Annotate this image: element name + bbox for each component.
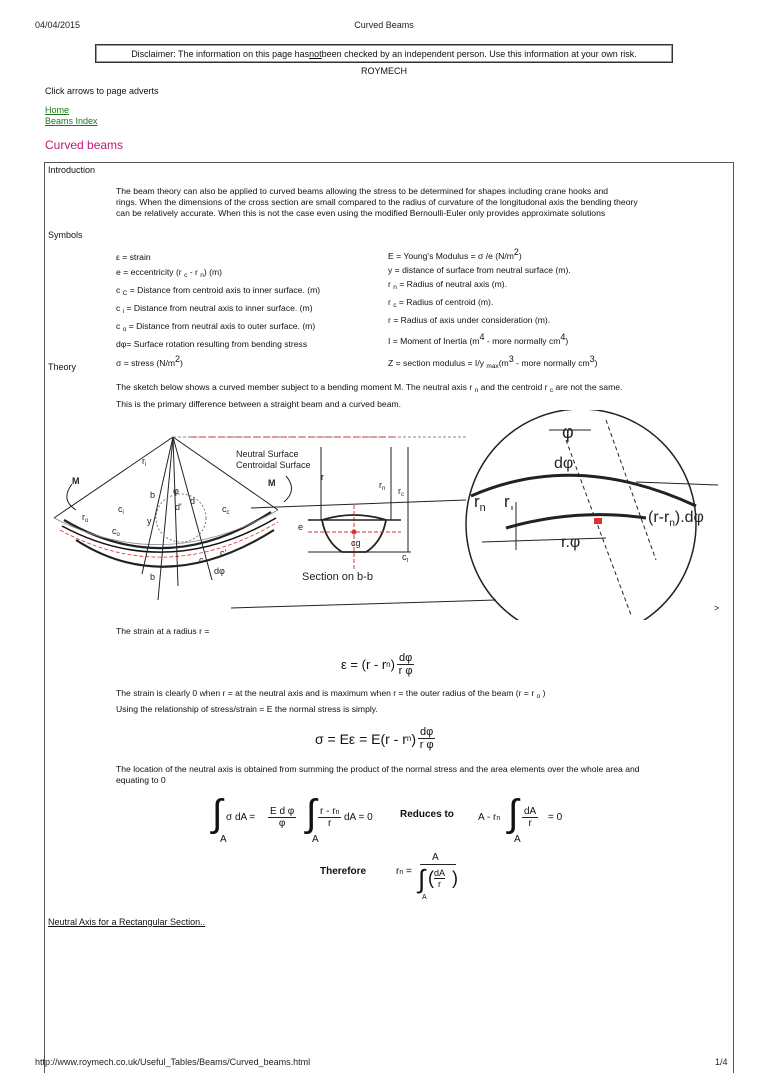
symbols-right — [388, 245, 728, 374]
neutral-location-text: The location of the neutral axis is obtained from summing the product of the normal stress and the area elements over the whole area and equating to 0 — [116, 764, 640, 785]
svg-text:c: c — [199, 555, 204, 565]
symbol-I: I = Moment of Inertia (m4 - more normally cm4) — [388, 332, 569, 346]
svg-text:rn: $r_n$ — [379, 480, 386, 492]
svg-text:(r-rn).dφ: $(r-r_n).d\varphi$ — [648, 509, 704, 529]
svg-text:rn: $r_n$ — [474, 492, 486, 514]
page-title: Curved beams — [45, 138, 124, 152]
strain-intro: The strain at a radius r = — [116, 626, 210, 636]
svg-text:b: b — [150, 572, 156, 582]
next-arrow[interactable]: > — [714, 603, 720, 613]
intro-line: can be relatively accurate. When this is not the case even using the modified Bernoulli-Euler only provides approximate solutions — [116, 208, 606, 218]
symbol-cc: c $_C$ = Distance from centroid axis to inner surface. (m) — [116, 285, 321, 297]
symbol-rc: r $_c$ = Radius of centroid (m). — [388, 297, 494, 309]
strain-zero-text: The strain is clearly 0 when r = at the neutral axis and is maximum when r = the outer radius of the beam (r = r $_o$ ) Using the relationship of stress/strain = E the normal stress is simply. — [116, 688, 546, 714]
disclaimer-text-b: been checked by an independent person. Use this information at your own risk. — [321, 48, 637, 59]
disclaimer-not: not — [309, 48, 322, 59]
symbol-stress: σ = stress (N/m2) — [116, 354, 183, 368]
section-introduction: Introduction — [48, 165, 96, 175]
svg-text:ri: $r_i$ — [142, 456, 147, 468]
label-neutral-surface: Neutral Surface — [236, 449, 299, 459]
svg-text:ci: $c_i$ — [118, 504, 124, 516]
svg-text:dφ: dφ — [214, 566, 225, 576]
symbol-Z: Z = section modulus = I/y $_{max}$(m3 - more normally cm3) — [388, 354, 598, 370]
curved-beam-diagram — [46, 410, 730, 620]
label-centroidal-surface: Centroidal Surface — [236, 460, 311, 470]
beam-inner-arc — [64, 512, 271, 548]
equation-stress: σ = Eε = E(r - r n ) dφ r φ — [315, 726, 434, 751]
moment-right-arrow — [284, 476, 292, 502]
svg-text:c': c' — [220, 548, 227, 558]
svg-text:d': d' — [175, 502, 182, 512]
adverts-text: Click arrows to page adverts — [45, 86, 159, 96]
theory-intro: The sketch below shows a curved member subject to a bending moment M. The neutral axis r $_n$ and the centroid r $_c$ are not the same. This is the primary difference between a straight beam and a curved beam. — [116, 382, 623, 409]
intro-line: rings. When the dimensions of the cross section are small compared to the radius of curvature of the longitudonal axis the bending theory — [116, 197, 638, 207]
svg-text:y: y — [147, 516, 152, 526]
print-date: 04/04/2015 — [35, 20, 81, 30]
svg-text:cc: $c_c$ — [222, 504, 230, 516]
svg-text:r: r — [504, 492, 510, 511]
svg-text:e: e — [298, 522, 304, 532]
svg-text:cg: cg — [351, 538, 361, 548]
svg-text:φ: φ — [173, 486, 179, 496]
symbol-ci: c $_i$ = Distance from neutral axis to inner surface. (m) — [116, 303, 313, 315]
label-section-bb: Section on b-b — [302, 571, 373, 583]
intro-paragraph — [116, 186, 728, 219]
symbol-co: c $_o$ = Distance from neutral axis to outer surface. (m) — [116, 321, 316, 333]
symbol-y: y = distance of surface from neutral surface (m). — [388, 265, 571, 275]
svg-text:ro: $r_o$ — [82, 512, 89, 524]
disclaimer-box — [95, 44, 673, 63]
svg-text:M: M — [268, 478, 276, 488]
print-title: Curved Beams — [354, 20, 414, 30]
svg-text:dφ: dφ — [554, 455, 574, 472]
rectangular-section-link[interactable]: Neutral Axis for a Rectangular Section.. — [48, 917, 206, 927]
site-name: ROYMECH — [360, 66, 407, 76]
moment-left-arrow — [67, 484, 76, 510]
section-theory: Theory — [48, 362, 77, 372]
symbols-left — [116, 250, 386, 371]
svg-text:φ: φ — [562, 422, 574, 442]
symbol-eccentricity: e = eccentricity (r $_c$ - r $_n$) (m) — [116, 267, 222, 279]
disclaimer-text-a: Disclaimer: The information on this page has — [131, 48, 310, 59]
svg-text:M: M — [72, 476, 80, 486]
symbol-dphi: dφ= Surface rotation resulting from bending stress — [116, 339, 308, 349]
equation-strain: ε = (r - r n ) dφ r φ — [341, 652, 413, 677]
svg-text:r: r — [321, 472, 324, 482]
symbol-r: r = Radius of axis under consideration (m). — [388, 315, 551, 325]
svg-text:b: b — [150, 490, 156, 500]
equation-integral: ∫ A σ dA = E d φ φ ∫ A r - rn r dA = 0 Reduces to A - rn ∫ A dA r = 0 — [212, 793, 563, 845]
svg-text:ct: $c_t$ — [402, 552, 409, 564]
beams-index-link[interactable]: Beams Index — [45, 116, 98, 126]
symbol-E: E = Young's Modulus = σ /e (N/m2) — [388, 247, 522, 261]
intro-line: The beam theory can also be applied to curved beams allowing the stress to be determined for shapes including crane hooks and — [116, 186, 609, 196]
svg-text:r.φ: r.φ — [561, 534, 581, 551]
symbol-rn: r $_n$ = Radius of neutral axis (m). — [388, 279, 507, 291]
footer-page: 1/4 — [715, 1057, 728, 1067]
equation-neutral-radius: Therefore rn = A ∫ ( dA r ) A — [320, 852, 458, 901]
symbol-strain: ε = strain — [116, 252, 151, 262]
home-link[interactable]: Home — [45, 105, 70, 115]
footer-url: http://www.roymech.co.uk/Useful_Tables/Beams/Curved_beams.html — [35, 1057, 311, 1067]
section-symbols: Symbols — [48, 230, 83, 240]
svg-text:d: d — [190, 496, 196, 506]
svg-text:rc: $r_c$ — [398, 486, 404, 498]
svg-text:co: $c_o$ — [112, 526, 120, 538]
